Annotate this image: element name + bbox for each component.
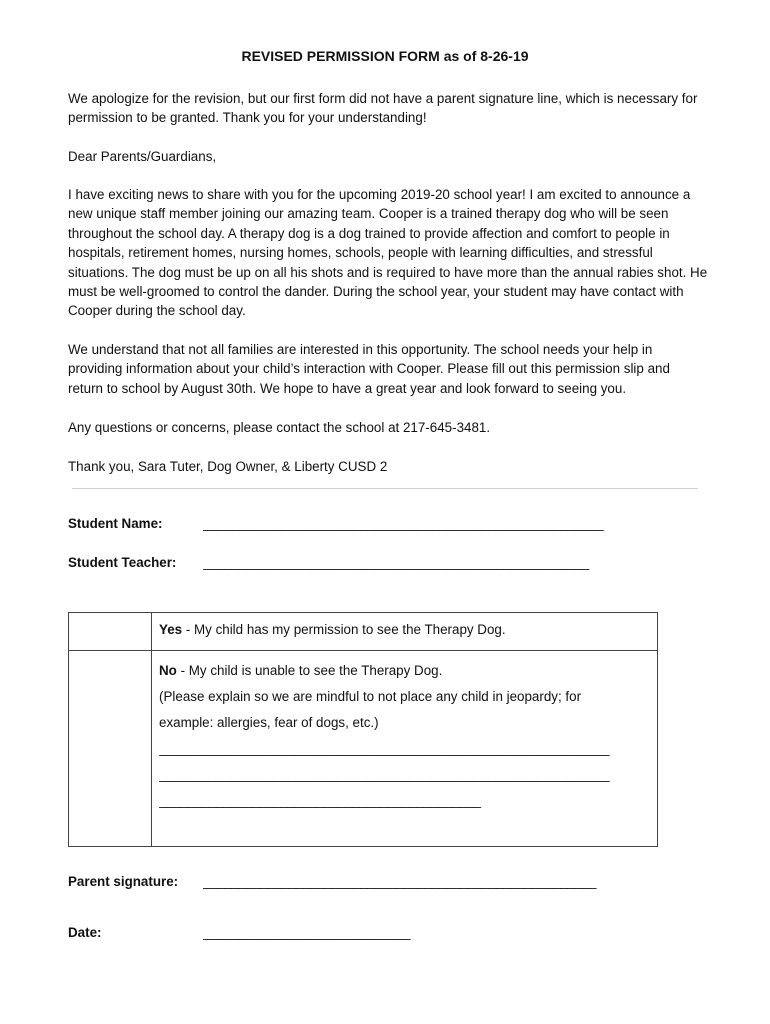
explanation-blank-3[interactable]: _____________________________________________ [159,793,481,808]
explanation-blank-2[interactable]: _______________________________________________________________ [159,767,610,782]
parent-signature-field[interactable]: _______________________________________________________ [203,874,597,889]
option-row-no [69,651,658,847]
no-explain-line-1: (Please explain so we are mindful to not place any child in jeopardy; for [159,689,582,704]
announcement-paragraph: I have exciting news to share with you for the upcoming 2019-20 school year! I am excited to announce a new unique staff member joining our amazing team. Cooper is a trained therapy dog who will be seen throughout the school day. A therapy dog is a dog trained to provide affection and comfort to people in hospitals, retirement homes, nursing homes, schools, people with learning difficulties, and stressful situations. The dog must be up on all his shots and is required to have more than the annual rabies shot. He must be well-groomed to control the dander. During the school year, your student may have contact with Cooper during the school day. [68,187,708,319]
explanation-blank-1[interactable]: _______________________________________________________________ [159,741,610,756]
student-teacher-field[interactable]: ______________________________________________________ [203,555,589,570]
option-row-yes [69,613,658,651]
student-teacher-label: Student Teacher: [68,555,177,570]
form-title: REVISED PERMISSION FORM as of 8-26-19 [241,48,529,64]
no-explain-line-2: example: allergies, fear of dogs, etc.) [159,715,379,730]
section-divider [72,488,698,489]
student-name-label: Student Name: [68,516,163,531]
yes-text: - My child has my permission to see the Therapy Dog. [182,622,506,637]
yes-option-cell [152,613,658,651]
parent-signature-label: Parent signature: [68,874,179,889]
date-field[interactable]: _____________________________ [203,925,411,940]
contact-paragraph: Any questions or concerns, please contact the school at 217-645-3481. [68,420,491,435]
no-label: No [159,663,177,678]
signoff-line: Thank you, Sara Tuter, Dog Owner, & Liberty CUSD 2 [68,459,388,474]
no-option-cell [152,651,658,847]
greeting: Dear Parents/Guardians, [68,149,217,164]
no-option-line [159,658,657,684]
no-checkbox-cell[interactable] [69,651,152,847]
yes-label: Yes [159,622,183,637]
no-text: - My child is unable to see the Therapy Dog. [176,663,443,678]
date-label: Date: [68,925,102,940]
apology-paragraph: We apologize for the revision, but our first form did not have a parent signature line, which is necessary for permission to be granted. Thank you for your understanding! [68,91,698,126]
student-name-field[interactable]: ________________________________________________________ [203,516,604,531]
yes-checkbox-cell[interactable] [69,613,152,651]
permission-options-table [68,612,658,847]
request-paragraph: We understand that not all families are interested in this opportunity. The school needs your help in providing information about your child’s interaction with Cooper. Please fill out this permission slip and return to school by August 30th. We hope to have a great year and look forward to seeing you. [68,342,670,396]
